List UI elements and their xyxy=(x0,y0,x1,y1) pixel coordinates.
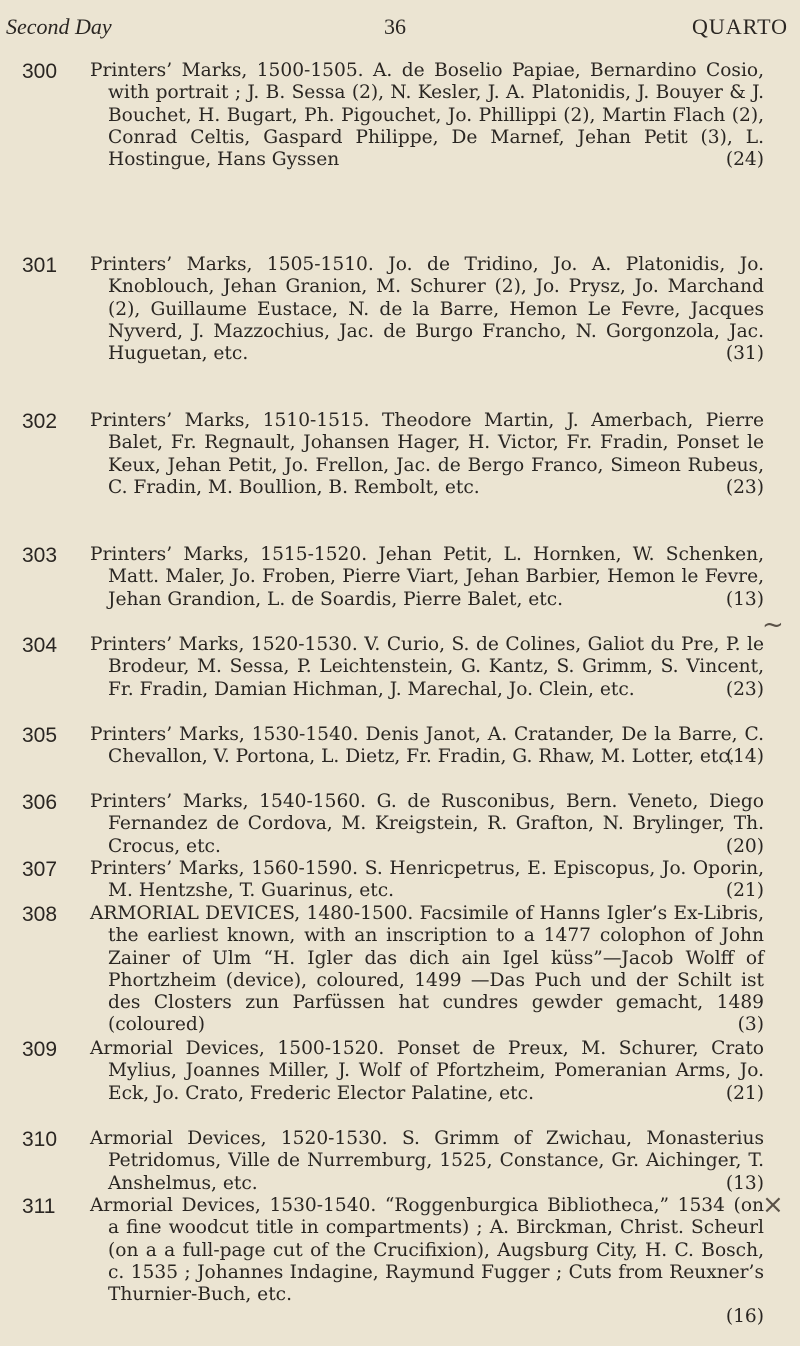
lot-count: (16) xyxy=(725,1306,764,1328)
entry-description: Armorial Devices, 1500-1520. Ponset de Preux, M. Schurer, Crato Mylius, Joannes Miller, J. Wolf of Pfortzheim, Pomeranian Arms, Jo. Eck, Jo. Crato, Frederic Elector Palatine, etc. xyxy=(90,1038,764,1104)
entry-number: 306 xyxy=(22,791,58,814)
entry-number: 300 xyxy=(22,60,58,83)
entry-description: Printers’ Marks, 1560-1590. S. Henricpetrus, E. Episcopus, Jo. Oporin, M. Hentzshe, T. Guarinus, etc. xyxy=(90,858,764,902)
lot-count: (13) xyxy=(725,588,764,610)
entry-number: 304 xyxy=(22,634,58,657)
running-title: Second Day xyxy=(6,14,112,39)
catalogue-entry xyxy=(0,1038,800,1128)
entry-number: 301 xyxy=(22,254,58,277)
entry-description: Printers’ Marks, 1520-1530. V. Curio, S. de Colines, Galiot du Pre, P. le Brodeur, M. Sessa, P. Leichtenstein, G. Kantz, S. Grimm, S. Vincent, Fr. Fradin, Damian Hichman, J. Marechal, Jo. Clein, etc. xyxy=(90,634,764,700)
pencil-mark: ⨯ xyxy=(762,1190,784,1220)
lot-count: (20) xyxy=(725,835,764,857)
lot-count: (23) xyxy=(725,476,764,498)
lot-count: (3) xyxy=(737,1014,764,1036)
entry-number: 309 xyxy=(22,1038,58,1061)
catalogue-entry xyxy=(0,254,800,410)
entry-text xyxy=(90,1128,764,1195)
entry-description: Armorial Devices, 1520-1530. S. Grimm of Zwichau, Monasterius Petridomus, Ville de Nurremburg, 1525, Constance, Gr. Aichinger, T. Anshelmus, etc. xyxy=(90,1128,764,1194)
entry-description: Printers’ Marks, 1510-1515. Theodore Martin, J. Amerbach, Pierre Balet, Fr. Regnault, Johansen Hager, H. Victor, Fr. Fradin, Ponset le Keux, Jehan Petit, Jo. Frellon, Jac. de Bergo Franco, Simeon Rubeus, C. Fradin, M. Boullion, B. Rembolt, etc. xyxy=(90,410,764,498)
catalogue-entry xyxy=(0,634,800,724)
entry-number: 311 xyxy=(22,1195,56,1218)
entry-text xyxy=(90,791,764,858)
catalogue-entry xyxy=(0,791,800,858)
entry-description: Printers’ Marks, 1540-1560. G. de Rusconibus, Bern. Veneto, Diego Fernandez de Cordova, M. Kreigstein, R. Grafton, N. Brylinger, Th. Crocus, etc. xyxy=(90,791,764,857)
entry-text xyxy=(90,60,764,171)
lot-count: (23) xyxy=(725,678,764,700)
catalogue-entry xyxy=(0,1195,800,1328)
pencil-mark: ~ xyxy=(762,610,784,640)
catalogue-entry xyxy=(0,60,800,254)
entry-description: Printers’ Marks, 1505-1510. Jo. de Tridino, Jo. A. Platonidis, Jo. Knoblouch, Jehan Granion, M. Schurer (2), Jo. Prysz, Jo. Marchand (2), Guillaume Eustace, N. de la Barre, Hemon Le Fevre, Jacques Nyverd, J. Mazzochius, Jac. de Burgo Francho, N. Gorgonzola, Jac. Huguetan, etc. xyxy=(90,254,764,365)
entry-description: Printers’ Marks, 1530-1540. Denis Janot, A. Cratander, De la Barre, C. Chevallon, V. Portona, L. Dietz, Fr. Fradin, G. Rhaw, M. Lotter, etc. xyxy=(90,724,764,768)
catalogue-entries xyxy=(0,60,800,1328)
entry-description: ARMORIAL DEVICES, 1480-1500. Facsimile of Hanns Igler’s Ex-Libris, the earliest known, with an inscription to a 1477 colophon of John Zainer of Ulm “H. Igler das dich ain Igel küss”—Jacob Wolff of Phortzheim (device), coloured, 1499 —Das Puch und der Schilt ist des Closters zun Parfüssen hat cundres gewder gemacht, 1489 (coloured) xyxy=(90,903,764,1036)
entry-text xyxy=(90,1038,764,1105)
entry-number: 303 xyxy=(22,544,58,567)
section-label: QUARTO xyxy=(692,14,788,39)
catalogue-entry xyxy=(0,724,800,791)
entry-text xyxy=(90,903,764,1037)
entry-text xyxy=(90,544,764,611)
page-header xyxy=(0,6,800,46)
lot-count: (14) xyxy=(725,746,764,768)
entry-text xyxy=(90,410,764,499)
entry-text xyxy=(90,724,764,769)
entry-description: Printers’ Marks, 1515-1520. Jehan Petit, L. Hornken, W. Schenken, Matt. Maler, Jo. Froben, Pierre Viart, Jehan Barbier, Hemon le Fevre, Jehan Grandion, L. de Soardis, Pierre Balet, etc. xyxy=(90,544,764,610)
entry-description: Printers’ Marks, 1500-1505. A. de Boselio Papiae, Bernardino Cosio, with portrait ; J. B. Sessa (2), N. Kesler, J. A. Platonidis, J. Bouyer & J. Bouchet, H. Bugart, Ph. Pigouchet, Jo. Phillippi (2), Martin Flach (2), Conrad Celtis, Gaspard Philippe, De Marnef, Jehan Petit (3), L. Hostingue, Hans Gyssen xyxy=(90,60,764,171)
catalogue-entry xyxy=(0,1128,800,1195)
entry-text xyxy=(90,634,764,701)
catalogue-entry xyxy=(0,544,800,634)
catalogue-entry xyxy=(0,410,800,544)
entry-text xyxy=(90,858,764,903)
entry-number: 305 xyxy=(22,724,58,747)
entry-number: 302 xyxy=(22,410,58,433)
lot-count: (21) xyxy=(725,1082,764,1104)
catalogue-entry xyxy=(0,858,800,903)
lot-count: (31) xyxy=(725,343,764,365)
entry-description: Armorial Devices, 1530-1540. “Roggenburgica Bibliotheca,” 1534 (on a fine woodcut title in compartments) ; A. Birckman, Christ. Scheurl (on a a full-page cut of the Crucifixion), Augsburg City, H. C. Bosch, c. 1535 ; Johannes Indagine, Raymund Fugger ; Cuts from Reuxner’s Thurnier-Buch, etc. xyxy=(90,1195,764,1306)
lot-count: (21) xyxy=(725,880,764,902)
page-number: 36 xyxy=(384,14,406,39)
catalogue-entry xyxy=(0,903,800,1038)
lot-count: (24) xyxy=(725,149,764,171)
entry-number: 307 xyxy=(22,858,58,881)
entry-number: 310 xyxy=(22,1128,58,1151)
entry-number: 308 xyxy=(22,903,58,926)
lot-count: (13) xyxy=(725,1172,764,1194)
entry-text xyxy=(90,1195,764,1329)
entry-text xyxy=(90,254,764,365)
